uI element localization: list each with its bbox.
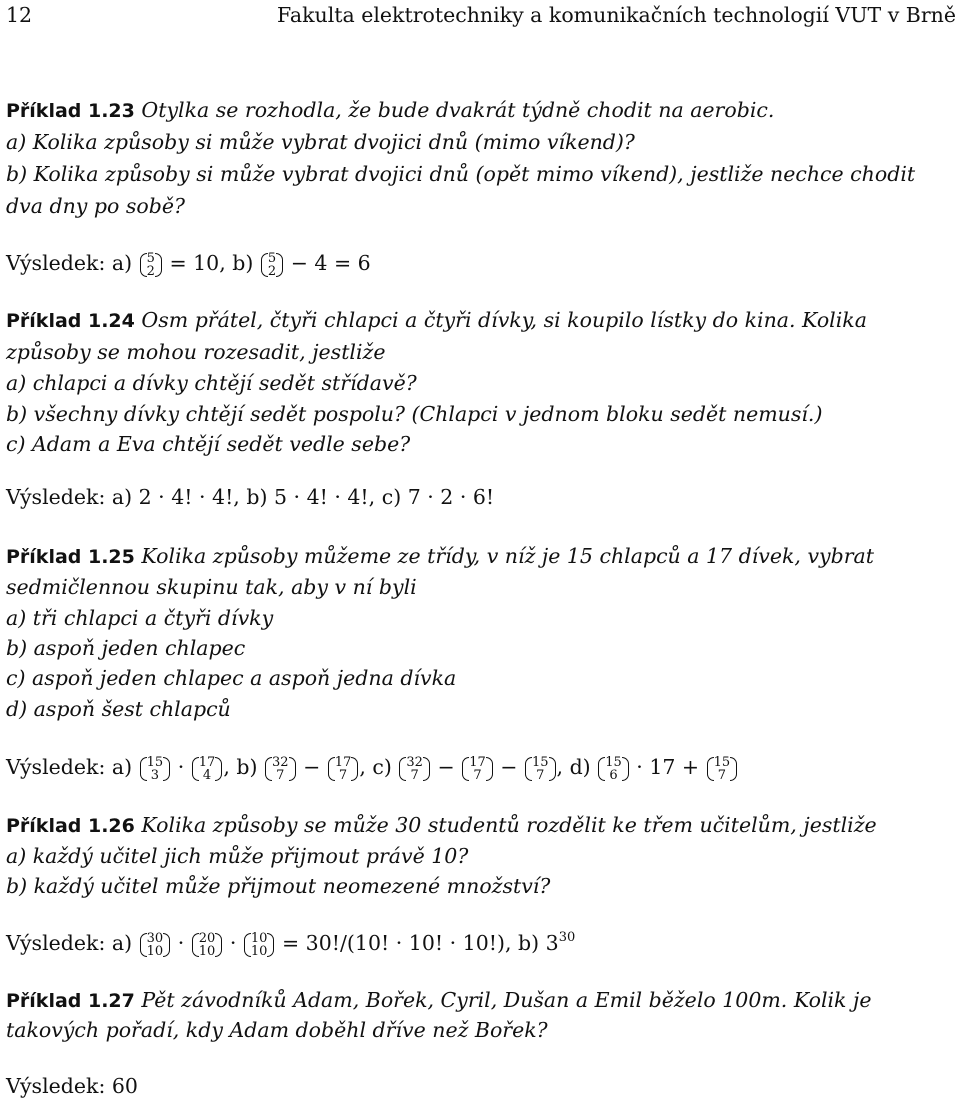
result-line — [6, 929, 575, 957]
dot: · — [229, 931, 237, 955]
exercise-text-line: sedmičlennou skupinu tak, aby v ní byli — [6, 575, 417, 599]
exercise-label: Příklad 1.27 — [6, 990, 135, 1012]
exercise-text-line: a) tři chlapci a čtyři dívky — [6, 606, 274, 630]
result-line: Výsledek: 60 — [6, 1074, 138, 1098]
exercise-label: Příklad 1.25 — [6, 546, 135, 568]
exercise-text-line: d) aspoň šest chlapců — [6, 697, 231, 721]
binomial: 15 7 — [525, 755, 556, 783]
exponent: 30 — [558, 930, 576, 945]
page-number: 12 — [6, 3, 33, 27]
exercise-text-line: a) každý učitel jich může přijmout právě 10? — [6, 844, 469, 868]
exercise-1-25-intro — [6, 542, 874, 570]
exercise-text: Kolika způsoby se může 30 studentů rozdělit ke třem učitelům, jestliže — [141, 813, 877, 837]
exercise-label: Příklad 1.26 — [6, 815, 135, 837]
binomial: 5 2 — [140, 251, 162, 279]
exercise-text-line: a) Kolika způsoby si může vybrat dvojici dnů (mimo víkend)? — [6, 130, 635, 154]
exercise-text-line: dva dny po sobě? — [6, 194, 185, 218]
result-text: − 4 = 6 — [290, 251, 371, 275]
binomial: 17 7 — [328, 755, 359, 783]
exercise-text-line: b) Kolika způsoby si může vybrat dvojici dnů (opět mimo víkend), jestliže nechce chodit — [6, 162, 916, 186]
binomial: 30 10 — [140, 931, 171, 959]
result-line — [6, 753, 738, 781]
result-line — [6, 249, 371, 277]
exercise-text-line: a) chlapci a dívky chtějí sedět střídavě? — [6, 371, 417, 395]
binomial: 15 6 — [598, 755, 629, 783]
result-text: = 10, b) — [169, 251, 254, 275]
binomial: 32 7 — [399, 755, 430, 783]
result-text: , c) — [359, 755, 392, 779]
exercise-text: Pět závodníků Adam, Bořek, Cyril, Dušan a Emil běželo 100m. Kolik je — [141, 988, 872, 1012]
binomial: 15 7 — [707, 755, 738, 783]
binomial: 17 4 — [192, 755, 223, 783]
exercise-1-23-intro — [6, 96, 774, 124]
binomial: 10 10 — [244, 931, 275, 959]
page-header — [6, 2, 956, 28]
exercise-1-27-intro — [6, 986, 871, 1014]
exercise-text-line: b) všechny dívky chtějí sedět pospolu? (Chlapci v jednom bloku sedět nemusí.) — [6, 402, 823, 426]
result-text: · 17 + — [636, 755, 700, 779]
result-label: Výsledek: a) — [6, 755, 133, 779]
exercise-label: Příklad 1.23 — [6, 100, 135, 122]
binomial: 15 3 — [140, 755, 171, 783]
binomial: 20 10 — [192, 931, 223, 959]
minus-sign: − — [303, 755, 321, 779]
binomial: 5 2 — [261, 251, 283, 279]
minus-sign: − — [500, 755, 518, 779]
exercise-text: Osm přátel, čtyři chlapci a čtyři dívky, si koupilo lístky do kina. Kolika — [141, 308, 867, 332]
result-text: , d) — [556, 755, 591, 779]
exercise-text-line: takových pořadí, kdy Adam doběhl dříve než Bořek? — [6, 1018, 548, 1042]
exercise-label: Příklad 1.24 — [6, 310, 135, 332]
result-label: Výsledek: a) — [6, 931, 133, 955]
binomial: 17 7 — [462, 755, 493, 783]
exercise-1-26-intro — [6, 811, 877, 839]
result-label: Výsledek: a) — [6, 251, 133, 275]
exercise-1-24-intro — [6, 306, 867, 334]
exercise-text-line: b) každý učitel může přijmout neomezené množství? — [6, 874, 551, 898]
dot: · — [177, 755, 185, 779]
binomial: 32 7 — [265, 755, 296, 783]
exercise-text-line: b) aspoň jeden chlapec — [6, 636, 246, 660]
header-title: Fakulta elektrotechniky a komunikačních technologií VUT v Brně — [277, 3, 956, 27]
minus-sign: − — [437, 755, 455, 779]
result-line: Výsledek: a) 2 · 4! · 4!, b) 5 · 4! · 4!, c) 7 · 2 · 6! — [6, 485, 495, 509]
exercise-text-line: c) Adam a Eva chtějí sedět vedle sebe? — [6, 432, 411, 456]
exercise-text: Otylka se rozhodla, že bude dvakrát týdně chodit na aerobic. — [141, 98, 775, 122]
result-text: , b) — [223, 755, 258, 779]
exercise-text-line: c) aspoň jeden chlapec a aspoň jedna dívka — [6, 666, 457, 690]
result-text: = 30!/(10! · 10! · 10!), b) 3 — [281, 931, 559, 955]
exercise-text: Kolika způsoby můžeme ze třídy, v níž je 15 chlapců a 17 dívek, vybrat — [141, 544, 875, 568]
dot: · — [177, 931, 185, 955]
exercise-text-line: způsoby se mohou rozesadit, jestliže — [6, 340, 386, 364]
